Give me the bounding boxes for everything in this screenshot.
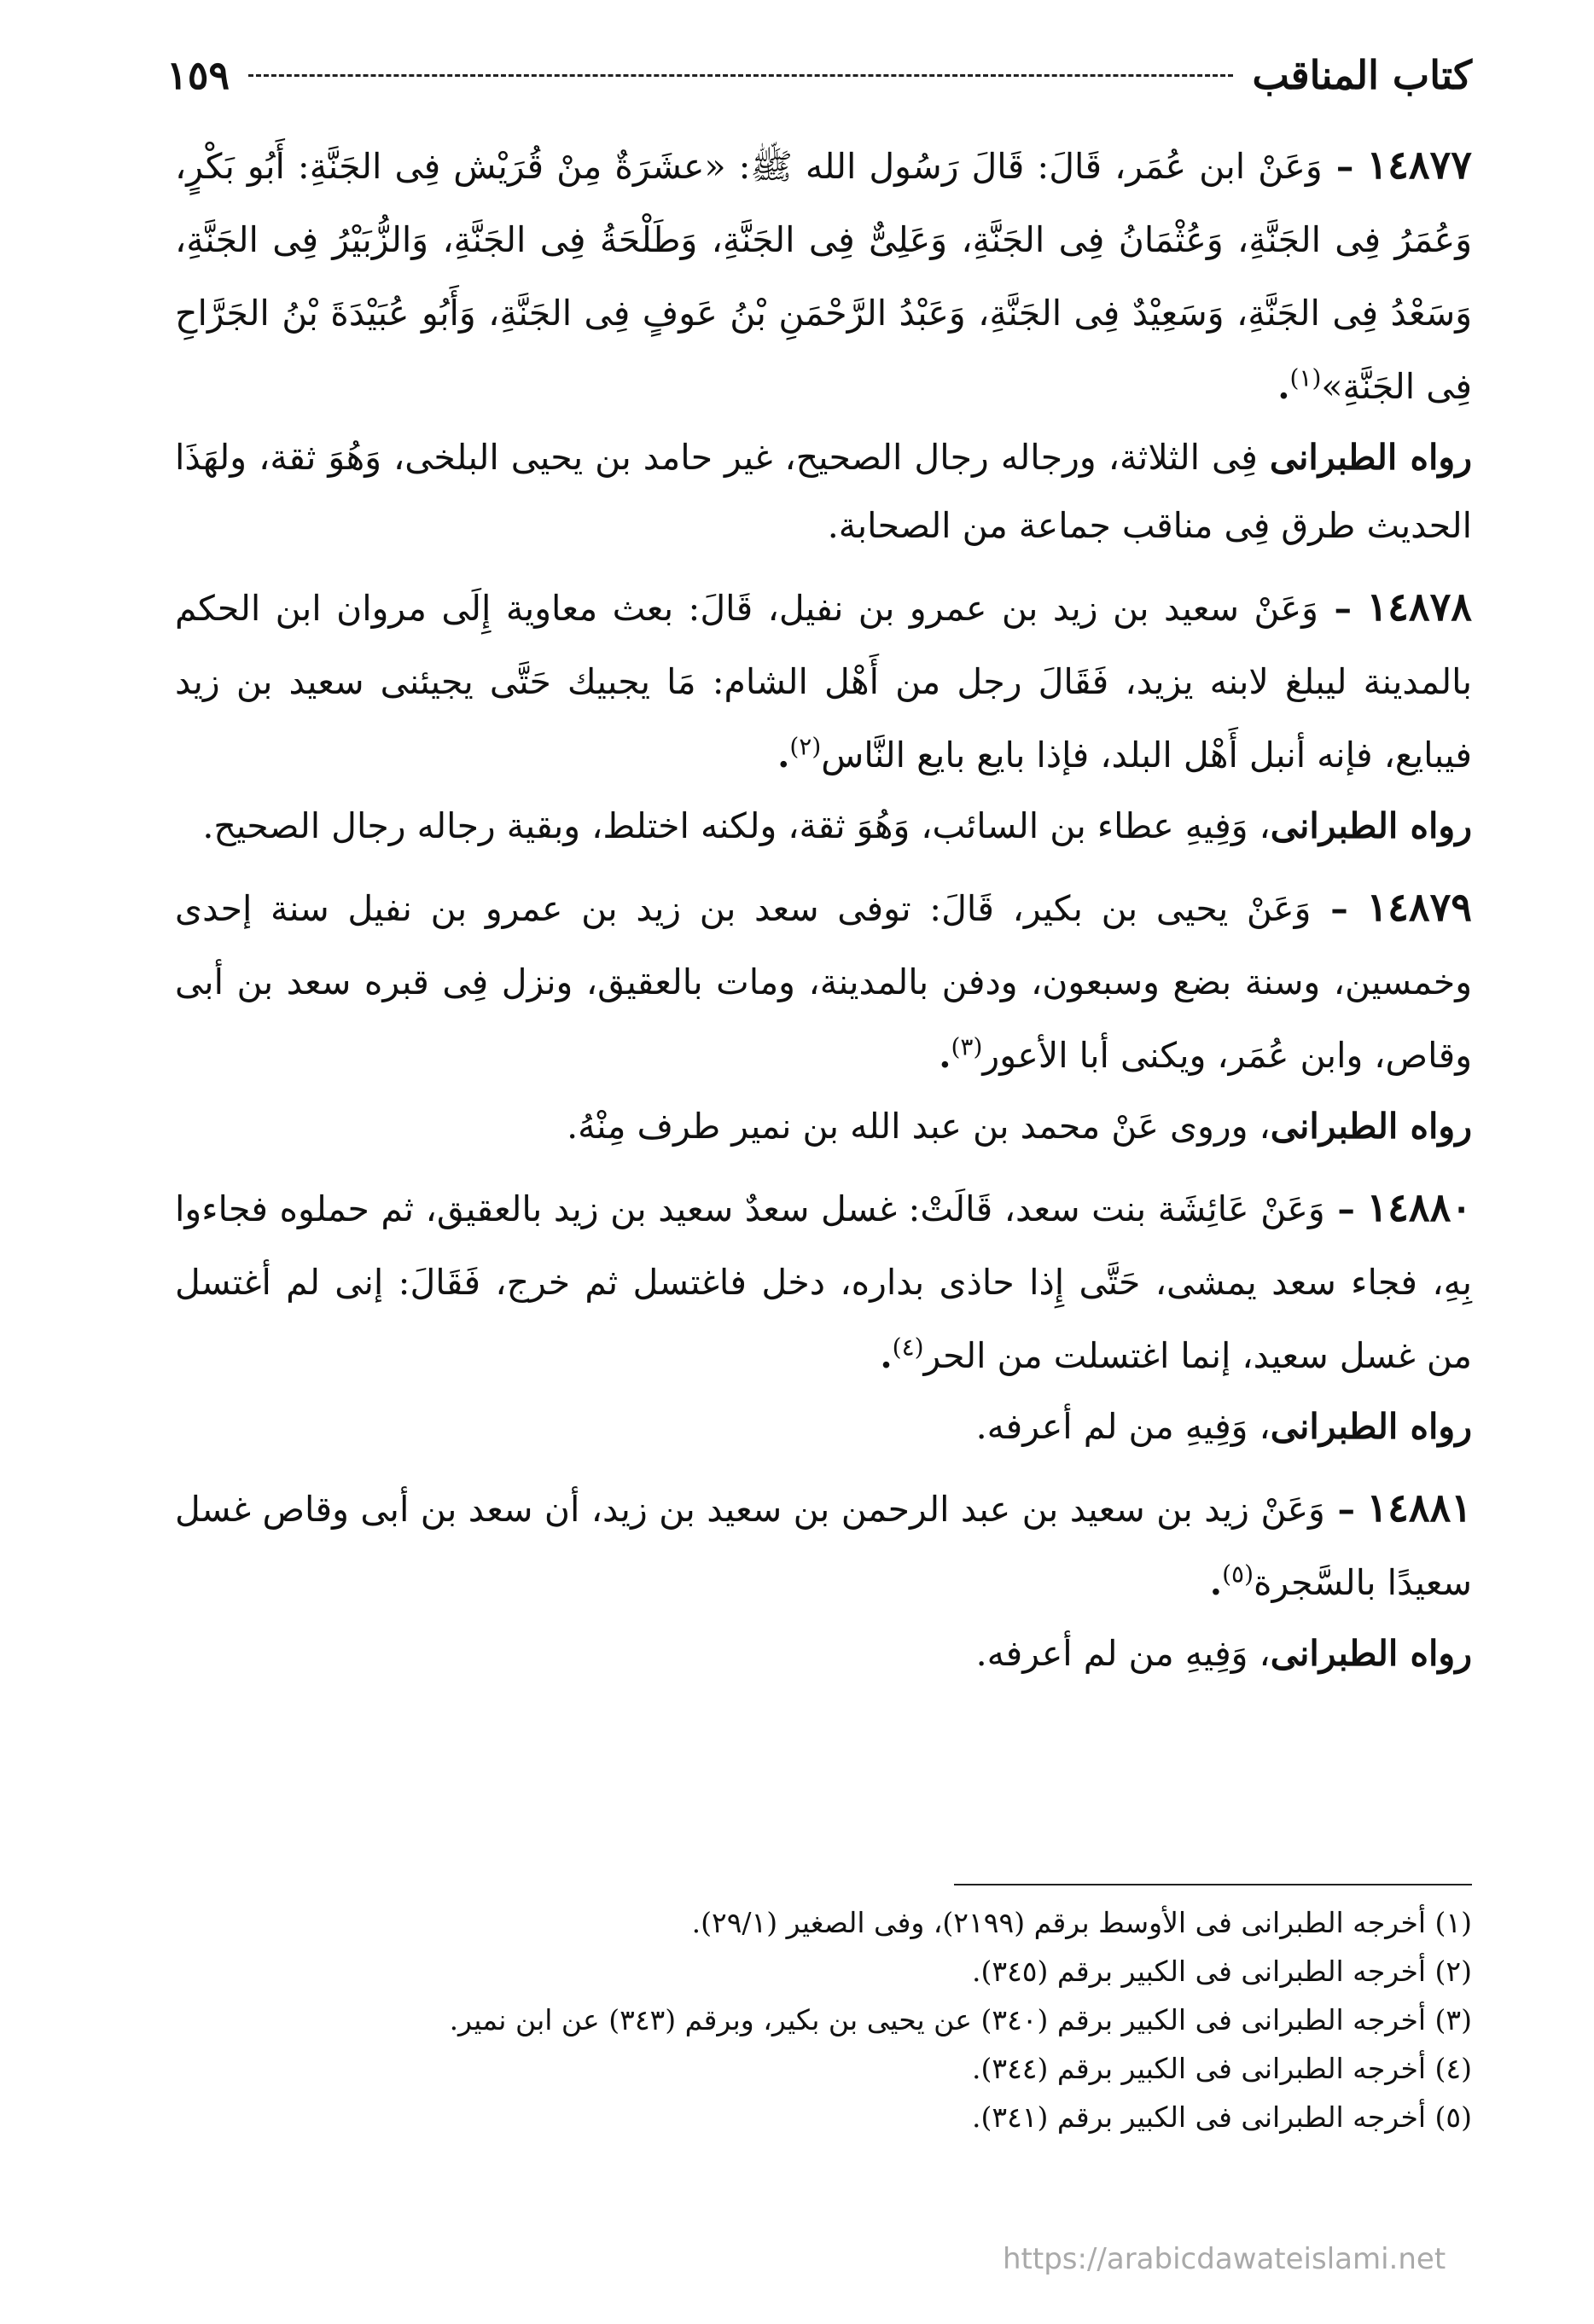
site-watermark: https://arabicdawateislami.net	[1003, 2242, 1446, 2276]
hadith-source	[175, 1619, 1472, 1688]
hadith-text	[175, 1471, 1472, 1619]
footnote-ref: (٣)	[951, 1032, 983, 1061]
entry-dash: –	[1322, 146, 1354, 187]
footnote: (١) أخرجه الطبرانى فى الأوسط برقم (٢١٩٩)، وفى الصغير (٢٩/١).	[691, 1906, 1472, 1939]
entry-dash: –	[1311, 888, 1348, 929]
source-lead: رواه الطبرانى	[1270, 1633, 1472, 1674]
footnote: (٣) أخرجه الطبرانى فى الكبير برقم (٣٤٠) عن يحيى بن بكير، وبرقم (٣٤٣) عن ابن نمير.	[449, 2003, 1472, 2036]
hadith-body: وَعَنْ سعيد بن زيد بن عمرو بن نفيل، قَالَ: بعث معاوية إِلَى مروان ابن الحكم بالمدينة ليبلغ لابنه يزيد، فَقَالَ رجل من أَهْل الشام: مَا يجبيك حَتَّى يجيئنى سعيد بن زيد فيبايع، فإنه أنبل أَهْل البلد، فإذا بايع بايع النَّاس	[175, 588, 1472, 776]
running-head	[166, 49, 1472, 101]
source-text: ، وَفِيهِ من لم أعرفه.	[975, 1633, 1271, 1674]
hadith-body: وَعَنْ يحيى بن بكير، قَالَ: توفى سعد بن زيد بن عمرو بن نفيل سنة إحدى وخمسين، وسنة بضع وسبعون، ودفن بالمدينة، ومات بالعقيق، ونزل فِى قبره سعد بن أبى وقاص، وابن عُمَر، ويكنى أبا الأعور	[175, 888, 1472, 1076]
hadith-source	[175, 1392, 1472, 1461]
hadith-text	[175, 570, 1472, 792]
hadith-number: ١٤٨٧٧	[1366, 142, 1472, 188]
end-period: .	[777, 735, 790, 776]
hadith-number: ١٤٨٨١	[1366, 1484, 1472, 1531]
hadith-body: وَعَنْ عَائِشَة بنت سعد، قَالَتْ: غسل سعدٌ سعيد بن زيد بالعقيق، ثم حملوه فجاءوا بِهِ، فجاء سعد يمشى، حَتَّى إِذا حاذى بداره، دخل فاغتسل ثم خرج، فَقَالَ: إنى لم أغتسل من غسل سعيد، إنما اغتسلت من الحر	[175, 1188, 1472, 1376]
hadith-entry	[175, 1171, 1472, 1461]
source-text: ، وَفِيهِ من لم أعرفه.	[975, 1406, 1271, 1447]
hadith-text	[175, 870, 1472, 1092]
footnote: (٢) أخرجه الطبرانى فى الكبير برقم (٣٤٥).	[971, 1955, 1472, 1988]
footnote-separator	[954, 1884, 1472, 1885]
hadith-number: ١٤٨٨٠	[1366, 1184, 1472, 1230]
footnote: (٤) أخرجه الطبرانى فى الكبير برقم (٣٤٤).	[971, 2052, 1472, 2085]
end-period: .	[1277, 366, 1290, 407]
hadith-source	[175, 1092, 1472, 1160]
hadith-number: ١٤٨٧٨	[1366, 584, 1472, 630]
hadith-source	[175, 423, 1472, 560]
source-lead: رواه الطبرانى	[1270, 805, 1472, 846]
end-period: .	[1209, 1562, 1223, 1603]
source-lead: رواه الطبرانى	[1270, 1406, 1472, 1447]
page-body	[175, 128, 1472, 1698]
hadith-text	[175, 128, 1472, 423]
source-text: ، وروى عَنْ محمد بن عبد الله بن نمير طرف مِنْهُ.	[567, 1106, 1271, 1147]
hadith-entry	[175, 870, 1472, 1160]
entry-dash: –	[1318, 588, 1353, 629]
end-period: .	[939, 1035, 951, 1076]
hadith-body: وَعَنْ ابن عُمَر، قَالَ: قَالَ رَسُول الله ﷺ: «عشَرَةٌ مِنْ قُرَيْش فِى الجَنَّةِ: أَبُو بَكْرٍ، وَعُمَرُ فِى الجَنَّةِ، وَعُثْمَانُ فِى الجَنَّةِ، وَعَلِىٌّ فِى الجَنَّةِ، وَطَلْحَةُ فِى الجَنَّةِ، وَالزُّبَيْرُ فِى الجَنَّةِ، وَسَعْدُ فِى الجَنَّةِ، وَسَعِيْدٌ فِى الجَنَّةِ، وَعَبْدُ الرَّحْمَنِ بْنُ عَوفٍ فِى الجَنَّةِ، وَأَبُو عُبَيْدَةَ بْنُ الجَرَّاحِ فِى الجَنَّةِ»	[175, 146, 1472, 407]
entry-dash: –	[1324, 1188, 1355, 1229]
footnote: (٥) أخرجه الطبرانى فى الكبير برقم (٣٤١).	[971, 2100, 1472, 2134]
source-text: ، وَفِيهِ عطاء بن السائب، وَهُوَ ثقة، ولكنه اختلط، وبقية رجاله رجال الصحيح.	[202, 805, 1271, 846]
footnote-ref: (١)	[1289, 363, 1322, 392]
hadith-entry	[175, 570, 1472, 860]
end-period: .	[880, 1335, 893, 1376]
source-lead: رواه الطبرانى	[1270, 1106, 1472, 1147]
footnote-ref: (٤)	[892, 1333, 924, 1362]
source-text: فِى الثلاثة، ورجاله رجال الصحيح، غير حامد بن يحيى البلخى، وَهُوَ ثقة، ولهَذَا الحديث طرق فِى مناقب جماعة من الصحابة.	[175, 437, 1472, 546]
hadith-entry	[175, 1471, 1472, 1688]
source-lead: رواه الطبرانى	[1269, 437, 1472, 478]
book-title: كتاب المناقب	[1252, 52, 1472, 98]
footnote-ref: (٥)	[1222, 1560, 1254, 1589]
entry-dash: –	[1324, 1489, 1356, 1530]
hadith-source	[175, 792, 1472, 860]
footnote-ref: (٢)	[789, 732, 822, 761]
hadith-body: وَعَنْ زيد بن سعيد بن عبد الرحمن بن سعيد بن زيد، أن سعد بن أبى وقاص غسل سعيدًا بالسَّجرة	[175, 1489, 1472, 1603]
hadith-entry	[175, 128, 1472, 560]
page-number: ١٥٩	[166, 52, 230, 98]
hadith-text	[175, 1171, 1472, 1392]
header-dashed-rule	[248, 74, 1233, 77]
footnotes	[175, 1898, 1472, 2141]
hadith-number: ١٤٨٧٩	[1366, 884, 1472, 930]
